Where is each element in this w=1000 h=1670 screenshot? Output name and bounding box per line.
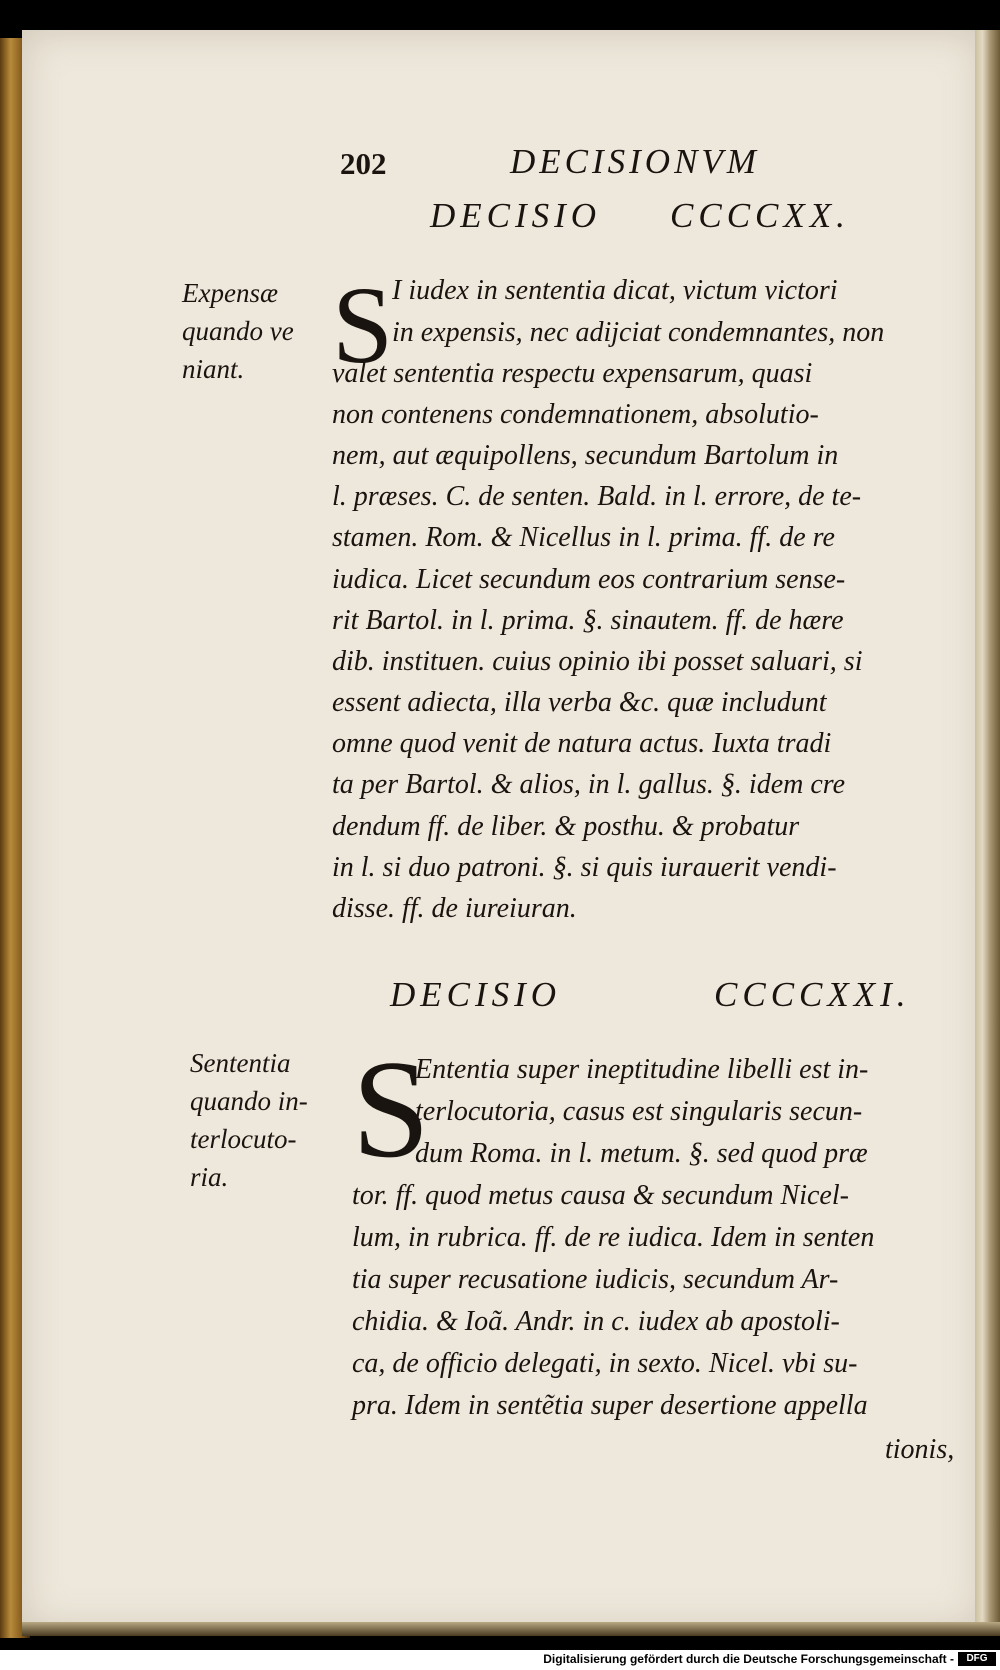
body-line: dendum ff. de liber. & posthu. & probatur bbox=[332, 811, 800, 842]
page-bottom-edge bbox=[22, 1622, 1000, 1636]
body-line: chidia. & Ioã. Andr. in c. iudex ab apostoli- bbox=[352, 1306, 840, 1337]
margin-note-line: Expensæ bbox=[182, 278, 278, 308]
decision-heading-numeral: CCCCXXI. bbox=[714, 975, 911, 1014]
body-line: nem, aut æquipollens, secundum Bartolum in bbox=[332, 440, 839, 471]
body-line: stamen. Rom. & Nicellus in l. prima. ff. de re bbox=[332, 522, 835, 553]
running-title: DECISIONVM bbox=[510, 142, 760, 181]
dfg-logo: DFG bbox=[958, 1652, 996, 1666]
digitization-credit: Digitalisierung gefördert durch die Deutsche Forschungsgemeinschaft - bbox=[543, 1652, 954, 1666]
body-line: Ententia super ineptitudine libelli est in- bbox=[415, 1054, 869, 1085]
body-line: iudica. Licet secundum eos contrarium sense- bbox=[332, 564, 846, 595]
body-line: omne quod venit de natura actus. Iuxta tradi bbox=[332, 728, 832, 759]
body-line: non contenens condemnationem, absolutio- bbox=[332, 399, 819, 430]
page-number: 202 bbox=[340, 146, 387, 181]
body-line: in expensis, nec adijciat condemnantes, non bbox=[392, 317, 885, 348]
decision-heading-numeral: CCCCXX. bbox=[670, 196, 850, 235]
page-block-edge bbox=[975, 30, 1000, 1635]
margin-note-line: quando ve bbox=[182, 316, 294, 346]
body-line: tor. ff. quod metus causa & secundum Nicel- bbox=[352, 1180, 849, 1211]
body-line: ca, de officio delegati, in sexto. Nicel. vbi su- bbox=[352, 1348, 858, 1379]
body-line: l. præses. C. de senten. Bald. in l. errore, de te- bbox=[332, 481, 862, 512]
body-line: disse. ff. de iureiuran. bbox=[332, 893, 577, 924]
body-line: essent adiecta, illa verba &c. quæ includunt bbox=[332, 687, 827, 718]
body-line: tionis, bbox=[885, 1434, 955, 1465]
margin-note-line: terlocuto- bbox=[190, 1124, 297, 1154]
body-line: terlocutoria, casus est singularis secun- bbox=[415, 1096, 863, 1127]
body-line: ta per Bartol. & alios, in l. gallus. §. idem cre bbox=[332, 769, 846, 800]
decision-heading-word: DECISIO bbox=[390, 975, 562, 1014]
margin-note-line: ria. bbox=[190, 1162, 229, 1192]
body-line: dib. instituen. cuius opinio ibi posset saluari, si bbox=[332, 646, 863, 677]
body-line: lum, in rubrica. ff. de re iudica. Idem in senten bbox=[352, 1222, 875, 1253]
margin-note-line: niant. bbox=[182, 354, 245, 384]
body-line: rit Bartol. in l. prima. §. sinautem. ff. de hære bbox=[332, 605, 844, 636]
margin-note bbox=[190, 1044, 308, 1196]
margin-note bbox=[182, 274, 294, 388]
decision-heading-word: DECISIO bbox=[430, 196, 602, 235]
margin-note-line: quando in- bbox=[190, 1086, 308, 1116]
body-line: in l. si duo patroni. §. si quis iurauerit vendi- bbox=[332, 852, 837, 883]
body-line: valet sententia respectu expensarum, quasi bbox=[332, 358, 813, 389]
body-line: I iudex in sententia dicat, victum victori bbox=[392, 275, 838, 306]
body-line: pra. Idem in sentẽtia super desertione appella bbox=[352, 1390, 868, 1421]
body-line: dum Roma. in l. metum. §. sed quod præ bbox=[415, 1138, 868, 1169]
margin-note-line: Sententia bbox=[190, 1048, 291, 1078]
body-line: tia super recusatione iudicis, secundum Ar- bbox=[352, 1264, 839, 1295]
drop-cap: S bbox=[352, 1032, 430, 1187]
drop-cap: S bbox=[332, 264, 394, 386]
